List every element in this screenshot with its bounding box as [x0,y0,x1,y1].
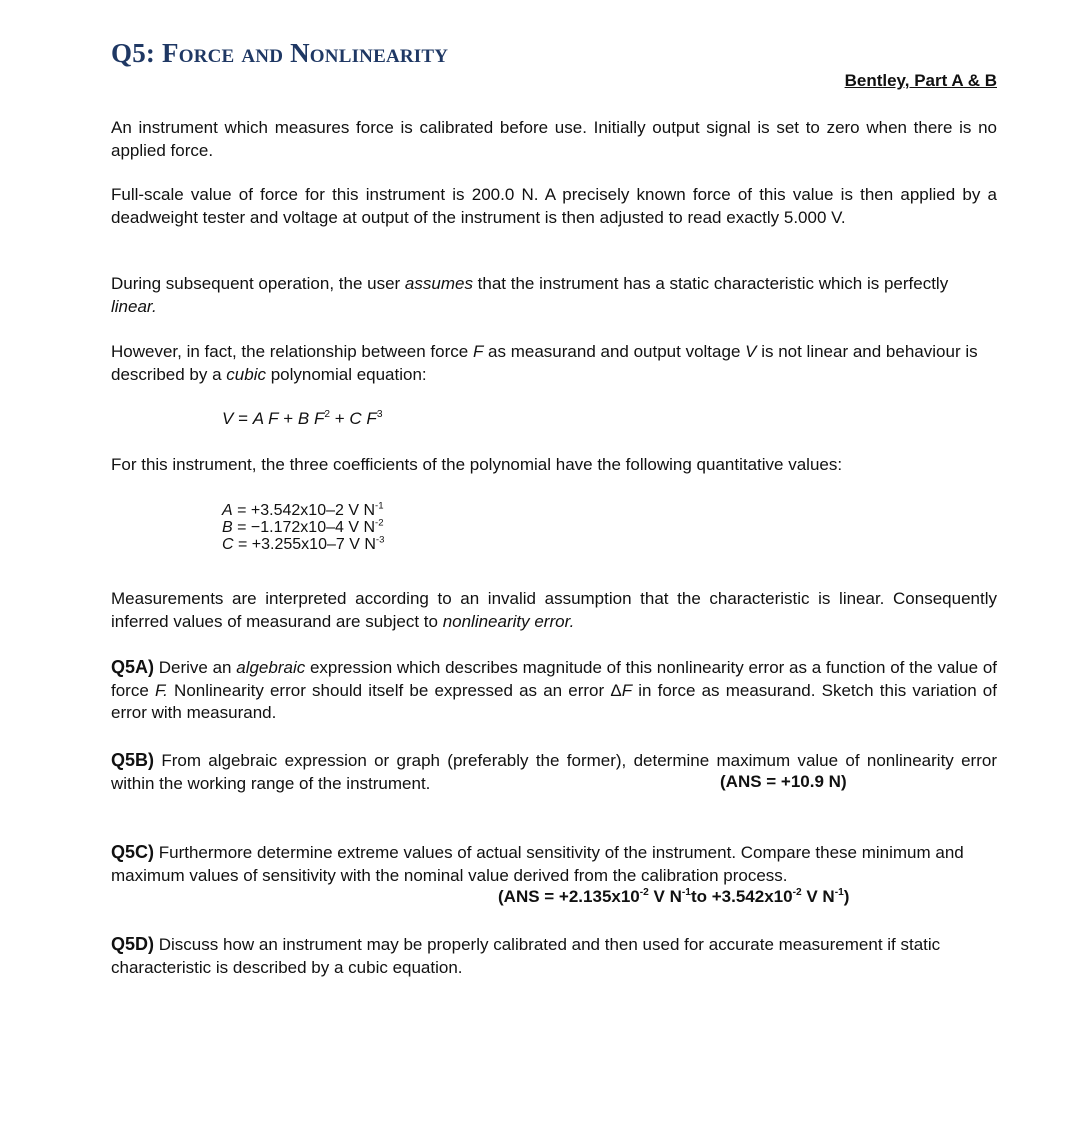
question-5c-label: Q5C) [111,842,155,862]
question-5c-answer: ($ANS = +2.135x10^{-2}$ V $N^{-1}to +3.542x10^{-2}$ V $N^{-1}$) [498,886,850,906]
coefficient-c: C = +3.255x10–7 V $N^{-3}$ [222,534,385,553]
intro-paragraph-2: Full-scale value of force for this instrument is 200.0 N. A precisely known force of this value is then applied by a deadweight tester and voltage at output of the instrument is then adjusted to read exactly 5.000 V. [111,185,997,227]
question-5d-label: Q5D) [111,934,155,954]
page-title: Q5: Force and Nonlinearity [111,38,449,68]
reference-label: Bentley, Part A & B [844,71,997,90]
question-5b: Q5B) From algebraic expression or graph (preferably the former), determine maximum value of nonlinearity error within the working range of the instrument. [111,750,997,793]
intro-paragraph-1: An instrument which measures force is calibrated before use. Initially output signal is set to zero when there is no applied force. [111,118,997,160]
coefficient-b: B = −1.172x10–4 V $N^{-2}$ [222,517,384,536]
question-5b-label: Q5B) [111,750,155,770]
question-5b-answer: (ANS = +10.9 N) [720,772,847,791]
question-5d: Q5D) Discuss how an instrument may be properly calibrated and then used for accurate measurement if static characteristic is described by a cubic equation. [111,934,941,977]
coefficient-a: A = +3.542x10–2 V $N^{-1}$ [222,500,384,519]
intro-paragraph-3: During subsequent operation, the user assumes that the instrument has a static characteristic which is perfectly linear. [111,274,949,316]
question-5a-label: Q5A) [111,657,155,677]
polynomial-equation: V = A F + B $F^2 + C$ $F^3$ [222,408,383,428]
measurement-note: Measurements are interpreted according to an invalid assumption that the characteristic is linear. Consequently inferred values of measurand are subject to nonlinearity error. [111,589,997,631]
question-5a: Q5A) Derive an algebraic expression which describes magnitude of this nonlinearity error as a function of the value of force F. Nonlinearity error should itself be expressed as an error ΔF in force as measurand. Sketch this variation of error with measurand. [111,657,997,722]
intro-paragraph-4: However, in fact, the relationship between force F as measurand and output voltage V is not linear and behaviour is described by a cubic polynomial equation: [111,342,978,384]
question-5c: Q5C) Furthermore determine extreme values of actual sensitivity of the instrument. Compare these minimum and maximum values of sensitivity with the nominal value derived from the calibration process. [111,842,964,885]
coefficients-intro: For this instrument, the three coefficients of the polynomial have the following quantitative values: [111,455,843,474]
